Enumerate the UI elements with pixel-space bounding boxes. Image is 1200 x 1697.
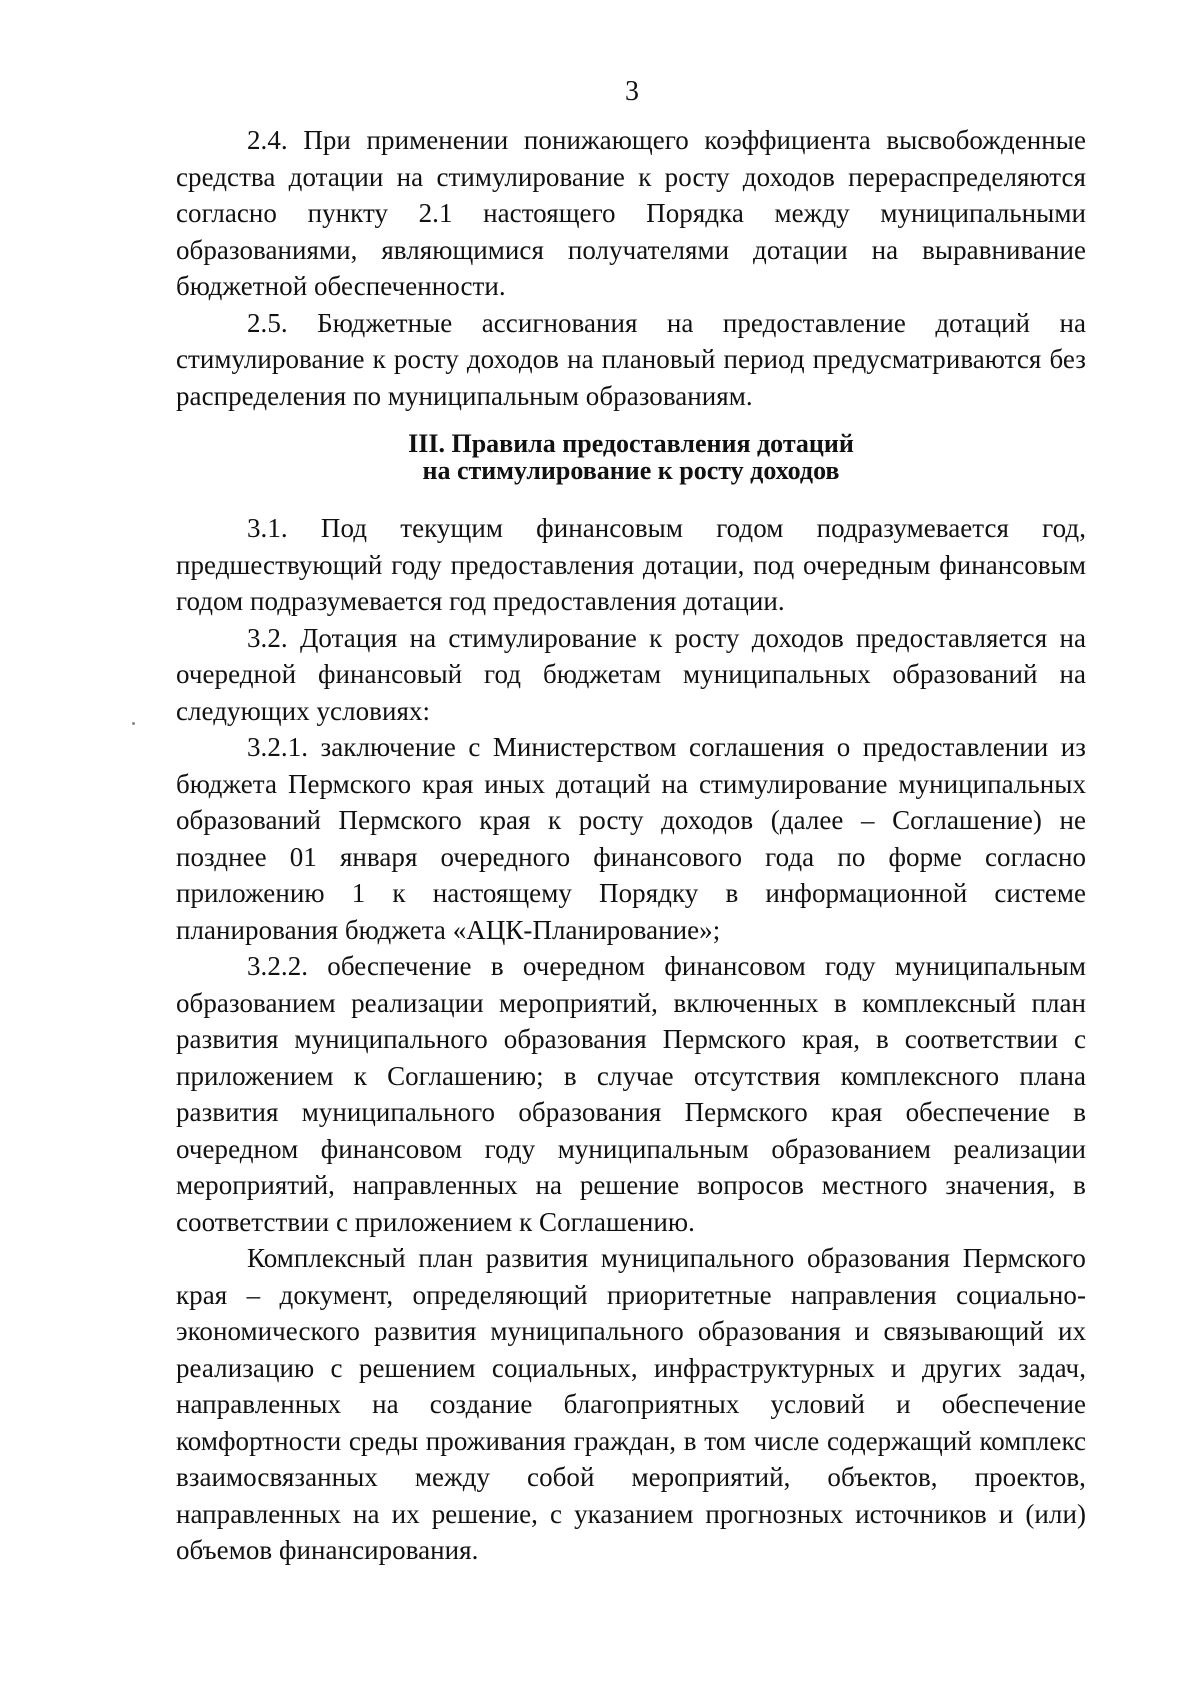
- section-heading-line-1: III. Правила предоставления дотаций: [408, 429, 854, 458]
- section-heading-line-2: на стимулирование к росту доходов: [422, 456, 840, 485]
- paragraph-3-2-1: 3.2.1. заключение с Министерством соглашения о предоставлении из бюджета Пермского края иных дотаций на стимулирование муниципальных образований Пермского края к росту доходов (далее – Соглашение) не позднее 01 января очередного финансового года по форме согласно приложению 1 к настоящему Порядку в информационной системе планирования бюджета «АЦК-Планирование»;: [176, 732, 1086, 945]
- page-number: 3: [625, 76, 639, 107]
- paragraph-2-4: 2.4. При применении понижающего коэффициента высвобожденные средства дотации на стимулирование к росту доходов перераспределяются согласно пункту 2.1 настоящего Порядка между муниципальными образованиями, являющимися получателями дотации на выравнивание бюджетной обеспеченности.: [176, 125, 1086, 301]
- paragraph-3-1: 3.1. Под текущим финансовым годом подразумевается год, предшествующий году предоставления дотации, под очередным финансовым годом подразумевается год предоставления дотации.: [176, 513, 1086, 616]
- paragraph-3-2-2: 3.2.2. обеспечение в очередном финансовом году муниципальным образованием реализации мероприятий, включенных в комплексный план развития муниципального образования Пермского края, в соответствии с приложением к Соглашению; в случае отсутствия комплексного плана развития муниципального образования Пермского края обеспечение в очередном финансовом году муниципальным образованием реализации мероприятий, направленных на решение вопросов местного значения, в соответствии с приложением к Соглашению.: [176, 951, 1086, 1237]
- paragraph-complex-plan-definition: Комплексный план развития муниципального образования Пермского края – документ, определяющий приоритетные направления социально-экономического развития муниципального образования и связывающий их реализацию с решением социальных, инфраструктурных и других задач, направленных на создание благоприятных условий и обеспечение комфортности среды проживания граждан, в том числе содержащий комплекс взаимосвязанных между собой мероприятий, объектов, проектов, направленных на их решение, с указанием прогнозных источников и (или) объемов финансирования.: [176, 1243, 1086, 1565]
- section-heading: [176, 430, 1086, 484]
- section-3-paragraphs: [176, 510, 1086, 1569]
- paragraph-3-2: 3.2. Дотация на стимулирование к росту доходов предоставляется на очередной финансовый год бюджетам муниципальных образований на следующих условиях:: [176, 622, 1086, 726]
- section-2-paragraphs: [176, 122, 1086, 414]
- scan-speck: [132, 722, 135, 725]
- paragraph-2-5: 2.5. Бюджетные ассигнования на предоставление дотаций на стимулирование к росту доходов на плановый период предусматриваются без распределения по муниципальным образованиям.: [176, 307, 1086, 411]
